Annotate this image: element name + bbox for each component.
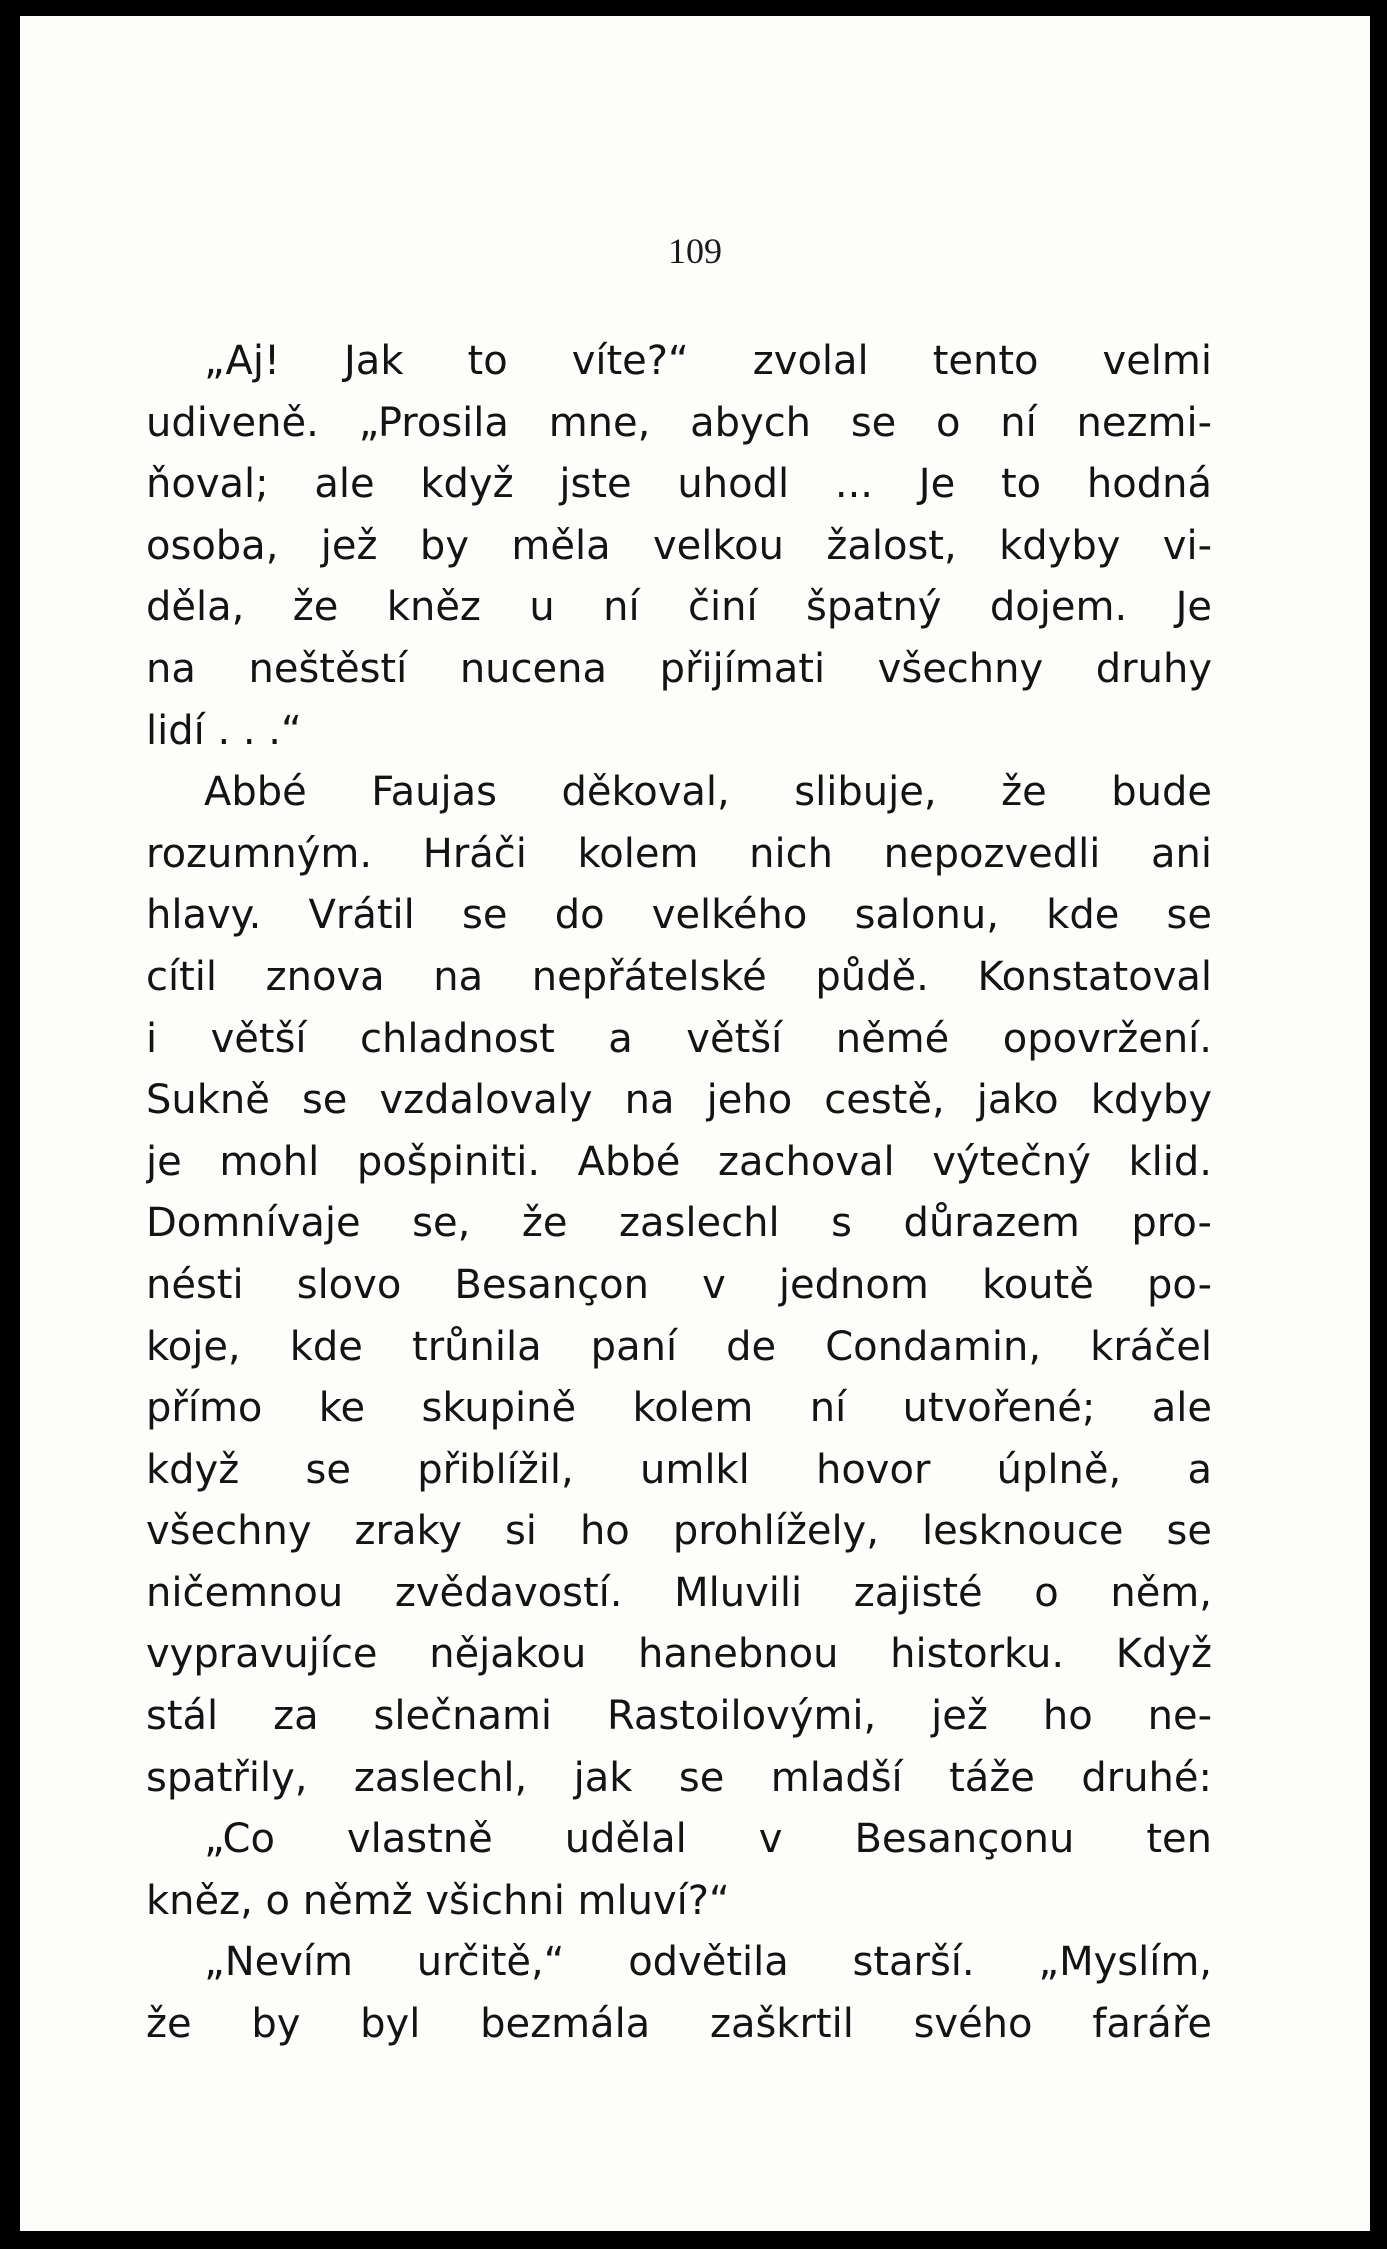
text-line: ničemnou zvědavostí. Mluvili zajisté o něm, — [146, 1569, 1212, 1616]
text-line: ňoval; ale když jste uhodl ... Je to hodná — [146, 461, 1212, 508]
text-line: kněz, o němž všichni mluví?“ — [146, 1877, 730, 1924]
text-line: nésti slovo Besançon v jednom koutě po- — [146, 1261, 1212, 1308]
text-line: koje, kde trůnila paní de Condamin, kráčel — [146, 1323, 1212, 1370]
text-line: Abbé Faujas děkoval, slibuje, že bude — [204, 769, 1212, 816]
text-line: rozumným. Hráči kolem nich nepozvedli ani — [146, 830, 1212, 877]
text-line: lidí . . .“ — [146, 707, 302, 754]
text-line: osoba, jež by měla velkou žalost, kdyby vi- — [146, 522, 1212, 569]
text-line: stál za slečnami Rastoilovými, jež ho ne- — [146, 1693, 1212, 1740]
text-line: „Aj! Jak to víte?“ zvolal tento velmi — [204, 338, 1212, 384]
text-line: cítil znova na nepřátelské půdě. Konstatoval — [146, 953, 1212, 1000]
text-line: když se přiblížil, umlkl hovor úplně, a — [146, 1446, 1212, 1493]
text-line: je mohl pošpiniti. Abbé zachoval výtečný klid. — [146, 1138, 1212, 1185]
text-line: vypravujíce nějakou hanebnou historku. Když — [146, 1631, 1212, 1678]
text-line: udiveně. „Prosila mne, abych se o ní nezmi- — [146, 399, 1212, 446]
text-line: přímo ke skupině kolem ní utvořené; ale — [146, 1385, 1212, 1432]
text-line: „Nevím určitě,“ odvětila starší. „Myslím, — [204, 1939, 1212, 1986]
text-line: spatřily, zaslechl, jak se mladší táže druhé: — [146, 1754, 1212, 1801]
text-line: všechny zraky si ho prohlížely, lesknouce se — [146, 1508, 1212, 1555]
page-number: 109 — [668, 231, 722, 271]
text-line: Sukně se vzdalovaly na jeho cestě, jako kdyby — [146, 1077, 1212, 1124]
text-line: „Co vlastně udělal v Besançonu ten — [204, 1816, 1212, 1863]
body-text — [146, 331, 1212, 2056]
text-line: že by byl bezmála zaškrtil svého faráře — [146, 2001, 1212, 2048]
text-line: Domnívaje se, že zaslechl s důrazem pro- — [146, 1200, 1212, 1247]
text-line: děla, že kněz u ní činí špatný dojem. Je — [146, 584, 1212, 631]
text-line: i větší chladnost a větší němé opovržení. — [146, 1015, 1212, 1062]
text-line: na neštěstí nucena přijímati všechny druhy — [146, 645, 1212, 692]
book-page — [20, 16, 1370, 2231]
text-line: hlavy. Vrátil se do velkého salonu, kde se — [146, 892, 1212, 939]
